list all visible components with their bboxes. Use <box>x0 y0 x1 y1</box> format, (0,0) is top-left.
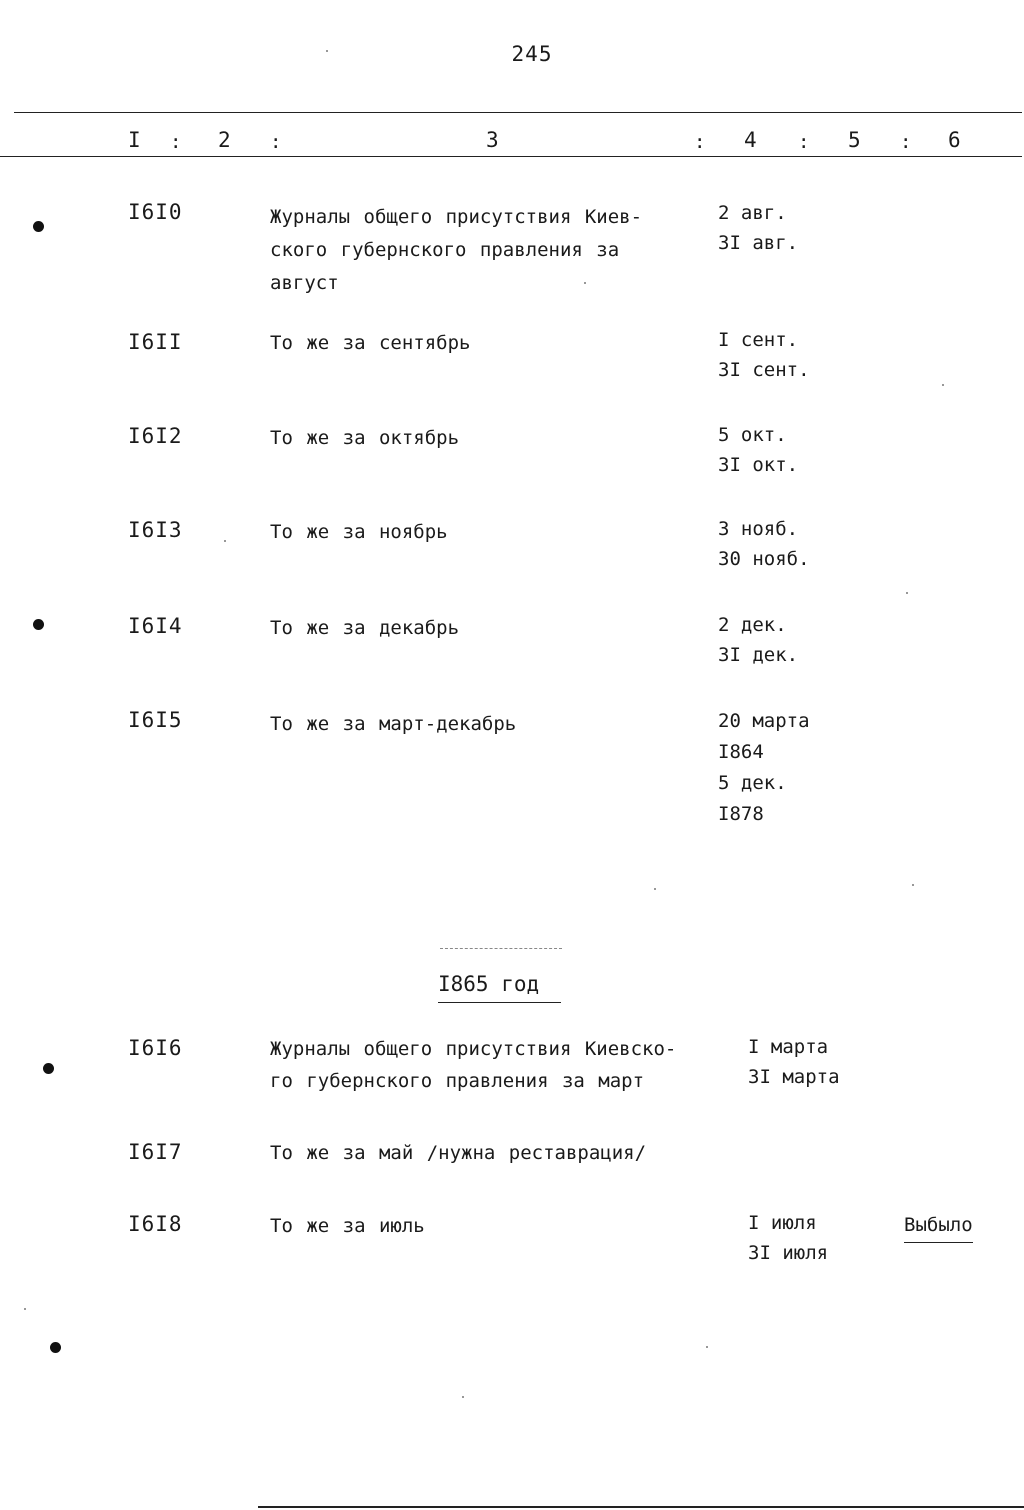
description-line: То же за ноябрь <box>270 521 448 543</box>
punch-hole <box>33 221 44 232</box>
entry-description <box>270 612 710 645</box>
scan-speck <box>912 884 914 886</box>
entry-description <box>270 327 710 360</box>
description-line: То же за сентябрь <box>270 332 471 354</box>
date-line: 5 дек. <box>718 772 787 794</box>
date-line: 20 марта <box>718 710 810 732</box>
scan-speck <box>706 1346 708 1348</box>
entry-description <box>270 422 710 455</box>
entry-dates <box>718 610 798 670</box>
description-line: То же за октябрь <box>270 427 460 449</box>
description-line: То же за май /нужна реставрация/ <box>270 1142 647 1164</box>
entry-description <box>270 1137 740 1170</box>
column-separator: : <box>798 131 810 153</box>
column-header-3: 3 <box>486 128 499 152</box>
scan-speck <box>942 384 944 386</box>
date-line: I878 <box>718 803 764 825</box>
section-divider <box>440 948 562 949</box>
description-line: То же за июль <box>270 1215 425 1237</box>
entry-description <box>270 1210 710 1243</box>
scan-speck <box>24 1308 26 1310</box>
entry-number: I6I6 <box>128 1036 183 1060</box>
scan-speck <box>326 50 328 52</box>
date-line: I марта <box>748 1036 829 1058</box>
entry-dates <box>718 706 810 830</box>
table-header-rule <box>0 156 1022 157</box>
page-bottom-rule <box>258 1506 1024 1508</box>
column-header-6: 6 <box>948 128 961 152</box>
entry-number: I6II <box>128 330 183 354</box>
column-header-4: 4 <box>744 128 757 152</box>
date-line: 5 окт. <box>718 424 787 446</box>
punch-hole <box>50 1342 61 1353</box>
scan-speck <box>654 888 656 890</box>
description-line: То же за март-декабрь <box>270 713 517 735</box>
entry-description <box>270 201 710 300</box>
entry-number: I6I7 <box>128 1140 183 1164</box>
entry-description <box>270 1033 740 1097</box>
date-line: 3I окт. <box>718 454 799 476</box>
description-line: То же за декабрь <box>270 617 460 639</box>
entry-dates <box>718 514 810 574</box>
column-header-5: 5 <box>848 128 861 152</box>
entry-note: Выбыло <box>904 1214 973 1243</box>
date-line: 2 дек. <box>718 614 787 636</box>
column-separator: : <box>694 131 706 153</box>
column-header-2: 2 <box>218 128 231 152</box>
description-line: Журналы общего присутствия Киев- <box>270 206 643 228</box>
punch-hole <box>43 1063 54 1074</box>
scan-speck <box>906 592 908 594</box>
date-line: 3I июля <box>748 1242 829 1264</box>
description-line: август <box>270 272 339 294</box>
date-line: I864 <box>718 741 764 763</box>
entry-dates <box>718 420 798 480</box>
date-line: I сент. <box>718 329 799 351</box>
entry-number: I6I5 <box>128 708 183 732</box>
punch-hole <box>33 619 44 630</box>
entry-dates <box>748 1208 828 1268</box>
entry-number: I6I8 <box>128 1212 183 1236</box>
date-line: 30 нояб. <box>718 548 810 570</box>
column-separator: : <box>170 131 182 153</box>
entry-description <box>270 516 710 549</box>
date-line: I июля <box>748 1212 817 1234</box>
entry-number: I6I3 <box>128 518 183 542</box>
entry-description <box>270 708 710 741</box>
entry-number: I6I4 <box>128 614 183 638</box>
date-line: 2 авг. <box>718 202 787 224</box>
date-line: 3I сент. <box>718 359 810 381</box>
column-separator: : <box>900 131 912 153</box>
page-number: 245 <box>511 42 553 66</box>
scan-speck <box>584 282 586 284</box>
year-heading: I865 год <box>438 972 561 1003</box>
entry-number: I6I0 <box>128 200 183 224</box>
column-separator: : <box>270 131 282 153</box>
date-line: 3I дек. <box>718 644 799 666</box>
date-line: 3 нояб. <box>718 518 799 540</box>
date-line: 3I авг. <box>718 232 799 254</box>
entry-dates <box>718 198 798 258</box>
scan-speck <box>224 540 226 542</box>
table-top-rule <box>14 112 1022 113</box>
description-line: ского губернского правления за <box>270 239 620 261</box>
scan-speck <box>462 1396 464 1398</box>
date-line: 3I марта <box>748 1066 840 1088</box>
entry-dates <box>718 325 810 385</box>
entry-number: I6I2 <box>128 424 183 448</box>
description-line: Журналы общего присутствия Киевско- <box>270 1038 677 1060</box>
column-header-1: I <box>128 128 141 152</box>
description-line: го губернского правления за март <box>270 1070 645 1092</box>
entry-dates <box>748 1032 840 1092</box>
